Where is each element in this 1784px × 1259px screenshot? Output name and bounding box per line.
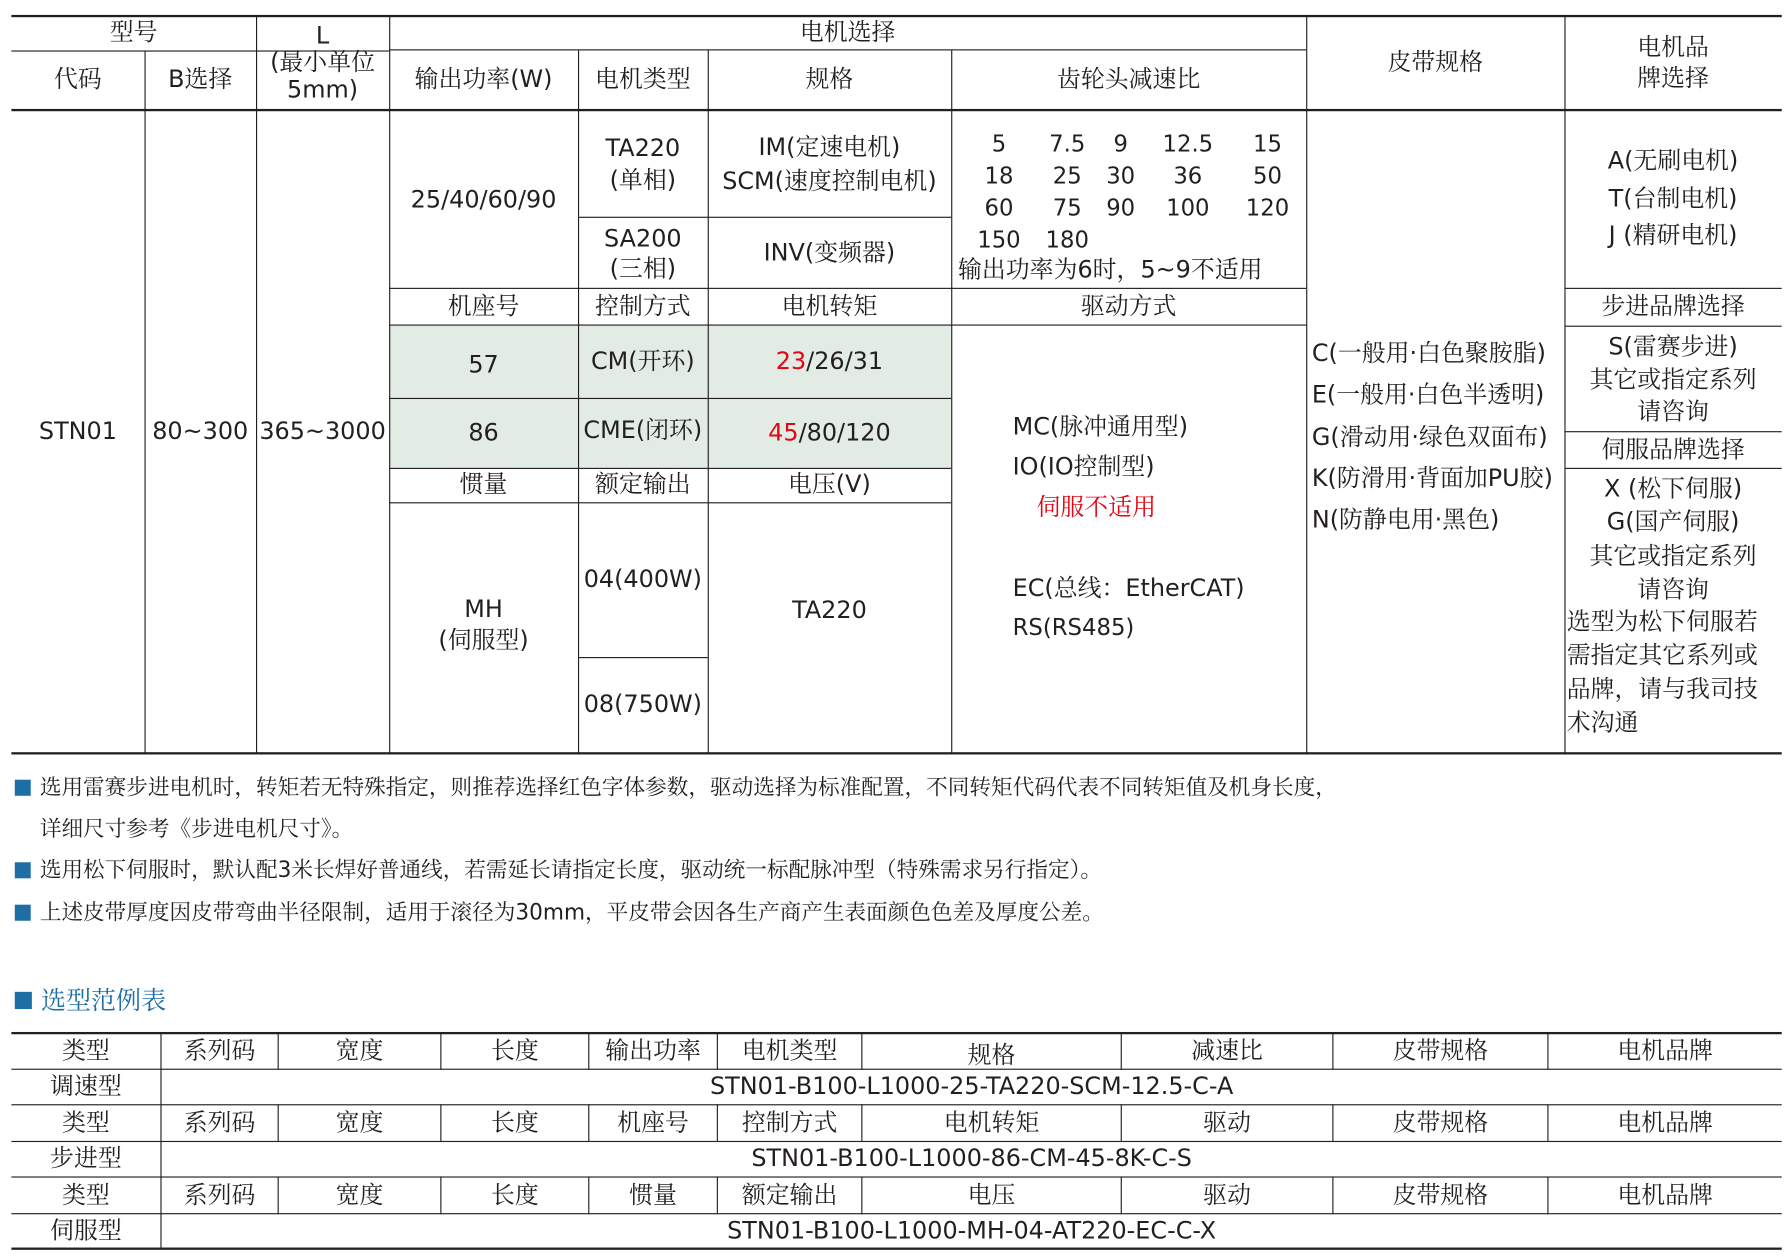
header-motor-selection: 电机选择 bbox=[799, 18, 896, 46]
ex-header-cell: 皮带规格 bbox=[1392, 1180, 1489, 1209]
belt-list bbox=[1312, 333, 1565, 539]
motor-torque-header: 电机转矩 bbox=[781, 292, 878, 320]
ex-header-cell: 类型 bbox=[62, 1180, 110, 1209]
stepper-brand-header: 步进品牌选择 bbox=[1601, 292, 1745, 321]
ratio-cell: 15 bbox=[1252, 129, 1282, 158]
ratio-cell: 120 bbox=[1245, 193, 1290, 222]
ex-header-cell: 长度 bbox=[490, 1180, 539, 1209]
drive-mode-header: 驱动方式 bbox=[1080, 292, 1177, 320]
ratio-cell: 36 bbox=[1173, 161, 1203, 190]
servo-note-line: 选型为松下伺服若 bbox=[1566, 607, 1758, 636]
header-motor-type: 电机类型 bbox=[595, 65, 691, 94]
header-model: 型号 bbox=[109, 18, 158, 47]
ratio-cell: 50 bbox=[1252, 161, 1282, 190]
ex-header-cell: 宽度 bbox=[335, 1036, 384, 1064]
drive-mc: MC(脉冲通用型) bbox=[1012, 413, 1189, 441]
ratio-cell: 90 bbox=[1106, 193, 1136, 222]
ex-header-cell: 驱动 bbox=[1203, 1180, 1251, 1209]
ta220-label: TA220 bbox=[605, 133, 681, 162]
three-phase-label: (三相) bbox=[609, 254, 677, 283]
ex-header-cell: 系列码 bbox=[183, 1180, 256, 1209]
spec-im-scm bbox=[708, 111, 951, 216]
control-cm: CM(开环) bbox=[590, 347, 695, 375]
ta220-single bbox=[578, 111, 708, 216]
torque-86 bbox=[708, 399, 951, 468]
ex-header-cell: 机座号 bbox=[617, 1108, 689, 1137]
header-brand-line2: 牌选择 bbox=[1637, 64, 1709, 92]
header-l-unit: (最小单位 bbox=[270, 48, 375, 77]
single-phase-label: (单相) bbox=[609, 166, 677, 194]
ex-code-step: STN01-B100-L1000-86-CM-45-8K-C-S bbox=[751, 1144, 1192, 1173]
note-text: 选用雷赛步进电机时，转矩若无特殊指定，则推荐选择红色字体参数，驱动选择为标准配置，不同转矩代码代表不同转矩值及机身长度， bbox=[39, 775, 1337, 801]
torque-86-other: /80/120 bbox=[798, 418, 891, 447]
servo-note-line: 术沟通 bbox=[1566, 708, 1639, 737]
belt-item: G(滑动用·绿色双面布) bbox=[1311, 422, 1548, 451]
header-belt-spec: 皮带规格 bbox=[1387, 48, 1484, 77]
ratio-cell: 150 bbox=[977, 225, 1021, 254]
inertia-header: 惯量 bbox=[459, 470, 508, 499]
ex-header-cell: 驱动 bbox=[1203, 1108, 1251, 1137]
ratio-cell: 9 bbox=[1113, 129, 1128, 158]
ex-header-cell: 系列码 bbox=[183, 1036, 256, 1064]
stepper-brand-item: 其它或指定系列 bbox=[1589, 365, 1757, 394]
l-range: 365~3000 bbox=[259, 417, 386, 446]
ex-type-step: 步进型 bbox=[50, 1144, 122, 1173]
servo-type-label: (伺服型) bbox=[438, 626, 529, 654]
control-cme: CME(闭环) bbox=[583, 416, 703, 444]
drive-rs: RS(RS485) bbox=[1012, 613, 1135, 641]
torque-57-recommended: 23 bbox=[775, 347, 807, 375]
frame-no-header: 机座号 bbox=[447, 292, 520, 320]
ex-header-cell: 输出功率 bbox=[605, 1036, 701, 1064]
output-08: 08(750W) bbox=[583, 690, 702, 719]
servo-brand-item: X (松下伺服) bbox=[1603, 474, 1743, 503]
ex-header-cell: 电机品牌 bbox=[1617, 1036, 1713, 1064]
ex-header-cell: 电机品牌 bbox=[1617, 1180, 1713, 1209]
header-code: 代码 bbox=[54, 65, 102, 94]
belt-item: C(一般用·白色聚胺脂) bbox=[1311, 339, 1546, 367]
ratio-cell: 100 bbox=[1166, 193, 1210, 222]
example-section-title bbox=[15, 982, 166, 1018]
ex-type-servo: 伺服型 bbox=[50, 1216, 122, 1245]
ratio-cell: 60 bbox=[984, 193, 1014, 222]
rated-output-header: 额定输出 bbox=[595, 470, 691, 499]
sa200-three bbox=[578, 218, 708, 289]
ex-header-cell: 惯量 bbox=[629, 1180, 677, 1209]
note-1 bbox=[15, 774, 1337, 802]
output-04: 04(400W) bbox=[583, 565, 702, 594]
b-range: 80~300 bbox=[152, 417, 249, 446]
ratio-cell: 18 bbox=[984, 161, 1014, 190]
servo-brand-header: 伺服品牌选择 bbox=[1601, 435, 1745, 464]
sa200-label: SA200 bbox=[604, 224, 682, 252]
ex-header-cell: 减速比 bbox=[1191, 1036, 1263, 1064]
control-mode-header: 控制方式 bbox=[595, 292, 691, 320]
servo-note-line: 品牌，请与我司技 bbox=[1566, 675, 1758, 703]
note-text: 上述皮带厚度因皮带弯曲半径限制，适用于滚径为30mm，平皮带会因各生产商产生表面颜色色差及厚度公差。 bbox=[39, 900, 1104, 926]
torque-57 bbox=[708, 326, 951, 398]
drive-io: IO(IO控制型) bbox=[1012, 453, 1155, 481]
spec-scm: SCM(速度控制电机) bbox=[722, 167, 937, 195]
stepper-brand-item: 请咨询 bbox=[1637, 398, 1709, 426]
servo-note-line: 需指定其它系列或 bbox=[1566, 641, 1758, 669]
mh-label: MH bbox=[464, 594, 503, 623]
ratio-cell: 12.5 bbox=[1162, 129, 1214, 158]
servo-brand-item: G(国产伺服) bbox=[1606, 508, 1740, 536]
ex-header-cell: 长度 bbox=[490, 1108, 539, 1137]
note-bullet bbox=[15, 905, 31, 921]
servo-brand-list bbox=[1564, 472, 1781, 607]
voltage-ta220: TA220 bbox=[792, 596, 867, 625]
ex-header-cell: 宽度 bbox=[335, 1108, 384, 1137]
note-bullet bbox=[15, 862, 31, 878]
header-output-power: 输出功率(W) bbox=[414, 65, 553, 94]
ex-header-cell: 皮带规格 bbox=[1392, 1108, 1489, 1137]
header-b-choice: B选择 bbox=[168, 65, 233, 94]
frame-57: 57 bbox=[468, 350, 499, 379]
note-text: 选用松下伺服时，默认配3米长焊好普通线，若需延长请指定长度，驱动统一标配脉冲型（特殊需求另行指定）。 bbox=[39, 857, 1103, 883]
note-3 bbox=[15, 899, 1104, 927]
ex-header-cell: 电压 bbox=[967, 1180, 1016, 1209]
torque-57-other: /26/31 bbox=[806, 347, 884, 375]
note-2 bbox=[15, 857, 1102, 885]
header-l-label: L bbox=[315, 22, 330, 50]
ex-header-cell: 长度 bbox=[490, 1036, 539, 1064]
ex-header-cell: 系列码 bbox=[183, 1108, 256, 1137]
note-bullet bbox=[15, 780, 31, 796]
header-brand bbox=[1564, 16, 1781, 110]
stepper-brand-item: S(雷赛步进) bbox=[1608, 333, 1738, 361]
ex-header-cell: 规格 bbox=[967, 1040, 1016, 1069]
ex-header-cell: 皮带规格 bbox=[1392, 1036, 1489, 1064]
belt-item: K(防滑用·背面加PU胶) bbox=[1311, 464, 1553, 492]
spec-inv: INV(变频器) bbox=[763, 238, 896, 267]
header-spec: 规格 bbox=[805, 65, 854, 94]
voltage-header: 电压(V) bbox=[788, 470, 871, 499]
code-value: STN01 bbox=[38, 417, 117, 446]
drive-servo-na: 伺服不适用 bbox=[1036, 493, 1156, 521]
header-brand-line1: 电机品 bbox=[1637, 32, 1709, 61]
belt-item: E(一般用·白色半透明) bbox=[1311, 381, 1545, 409]
ratio-cell: 7.5 bbox=[1049, 129, 1086, 158]
servo-brand-item: 请咨询 bbox=[1637, 575, 1709, 604]
ex-code-speed: STN01-B100-L1000-25-TA220-SCM-12.5-C-A bbox=[709, 1072, 1234, 1101]
ex-header-cell: 电机转矩 bbox=[943, 1108, 1040, 1137]
ratio-cell: 5 bbox=[991, 129, 1007, 158]
stepper-brand-list bbox=[1564, 328, 1781, 431]
example-title-text: 选型范例表 bbox=[40, 987, 167, 1016]
torque-86-recommended: 45 bbox=[768, 418, 799, 447]
brand-list bbox=[1564, 142, 1781, 257]
brand-item: A(无刷电机) bbox=[1607, 146, 1739, 175]
header-l bbox=[256, 16, 389, 110]
power-values: 25/40/60/90 bbox=[410, 185, 557, 214]
servo-brand-item: 其它或指定系列 bbox=[1589, 542, 1757, 570]
ex-header-cell: 类型 bbox=[62, 1036, 110, 1064]
ratio-note: 输出功率为6时，5~9不适用 bbox=[957, 256, 1263, 284]
drive-ec: EC(总线：EtherCAT) bbox=[1012, 574, 1245, 603]
ratio-cell: 75 bbox=[1052, 193, 1082, 222]
ratio-cell: 30 bbox=[1106, 161, 1136, 190]
header-l-unit2: 5mm) bbox=[287, 75, 359, 103]
ex-type-speed: 调速型 bbox=[50, 1072, 122, 1101]
frame-86: 86 bbox=[468, 418, 499, 447]
header-gear-ratio: 齿轮头减速比 bbox=[1056, 65, 1201, 94]
ex-header-cell: 额定输出 bbox=[741, 1180, 838, 1209]
inertia-mh bbox=[389, 585, 578, 665]
section-bullet bbox=[15, 992, 32, 1009]
brand-item: T(台制电机) bbox=[1608, 184, 1738, 212]
ex-header-cell: 宽度 bbox=[335, 1180, 384, 1209]
note-1-cont: 详细尺寸参考《步进电机尺寸》。 bbox=[39, 816, 354, 842]
ex-code-servo: STN01-B100-L1000-MH-04-AT220-EC-C-X bbox=[727, 1216, 1217, 1245]
ex-header-cell: 控制方式 bbox=[741, 1108, 838, 1137]
ratio-cell: 180 bbox=[1045, 225, 1089, 254]
ex-header-cell: 电机类型 bbox=[741, 1036, 838, 1064]
servo-note bbox=[1567, 605, 1782, 752]
belt-item: N(防静电用·黑色) bbox=[1311, 506, 1500, 534]
brand-item: J (精研电机) bbox=[1608, 221, 1738, 249]
ex-header-cell: 电机品牌 bbox=[1617, 1108, 1713, 1137]
ex-header-cell: 类型 bbox=[62, 1108, 110, 1137]
spec-im: IM(定速电机) bbox=[758, 132, 901, 161]
ratio-cell: 25 bbox=[1052, 161, 1082, 190]
